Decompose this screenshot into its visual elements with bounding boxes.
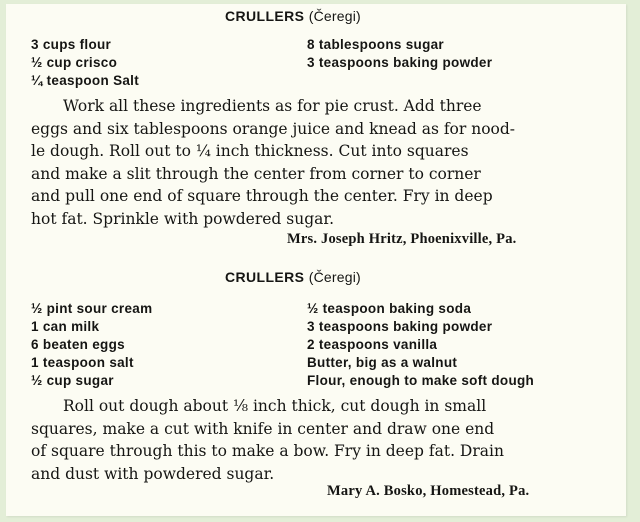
recipe-2-author: Mary A. Bosko, Homestead, Pa. [327,483,530,499]
recipe-1-author: Mrs. Joseph Hritz, Phoenixville, Pa. [287,231,517,247]
ingredient: 3 teaspoons baking powder [307,55,493,70]
instruction-line: squares, make a cut with knife in center and draw one end [31,419,495,438]
instruction-line: and make a slit through the center from corner to corner [31,164,481,183]
instruction-line: hot fat. Sprinkle with powdered sugar. [31,209,335,228]
recipe-1-subtitle: (Čeregi) [308,8,361,24]
instruction-line: of square through this to make a bow. Fry in deep fat. Drain [31,442,504,461]
ingredient: ½ cup crisco [31,55,118,70]
recipe-2-ingredients-left [31,300,152,390]
recipe-2-instructions [31,395,504,485]
ingredient: ¼ teaspoon Salt [31,73,140,88]
recipe-1-instructions [31,95,515,231]
recipe-1-title-text: CRULLERS [225,8,305,24]
ingredient: 3 cups flour [31,37,112,52]
recipe-1-title [225,8,361,24]
instruction-line: and pull one end of square through the center. Fry in deep [31,187,493,206]
ingredient: Flour, enough to make soft dough [307,373,535,388]
recipe-2-ingredients-right [307,300,534,390]
ingredient: 3 teaspoons baking powder [307,319,493,334]
recipe-2-subtitle: (Čeregi) [308,269,361,285]
ingredient: ½ teaspoon baking soda [307,301,472,316]
ingredient: 1 can milk [31,319,100,334]
recipe-1-ingredients-right [307,36,492,72]
recipe-2-title [225,269,361,285]
ingredient: Butter, big as a walnut [307,355,458,370]
recipe-2-title-text: CRULLERS [225,269,305,285]
instruction-line: le dough. Roll out to ¼ inch thickness. Cut into squares [31,142,469,161]
instruction-line: Work all these ingredients as for pie crust. Add three [63,97,482,115]
ingredient: 6 beaten eggs [31,337,125,352]
instruction-line: Roll out dough about ⅛ inch thick, cut dough in small [63,397,487,415]
ingredient: 1 teaspoon salt [31,355,134,370]
ingredient: ½ cup sugar [31,373,114,388]
ingredient: 2 teaspoons vanilla [307,337,438,352]
ingredient: ½ pint sour cream [31,301,153,316]
instruction-line: and dust with powdered sugar. [31,464,275,483]
instruction-line: eggs and six tablespoons orange juice and knead as for nood- [31,119,516,138]
recipe-1-ingredients-left [31,36,139,90]
ingredient: 8 tablespoons sugar [307,37,444,52]
